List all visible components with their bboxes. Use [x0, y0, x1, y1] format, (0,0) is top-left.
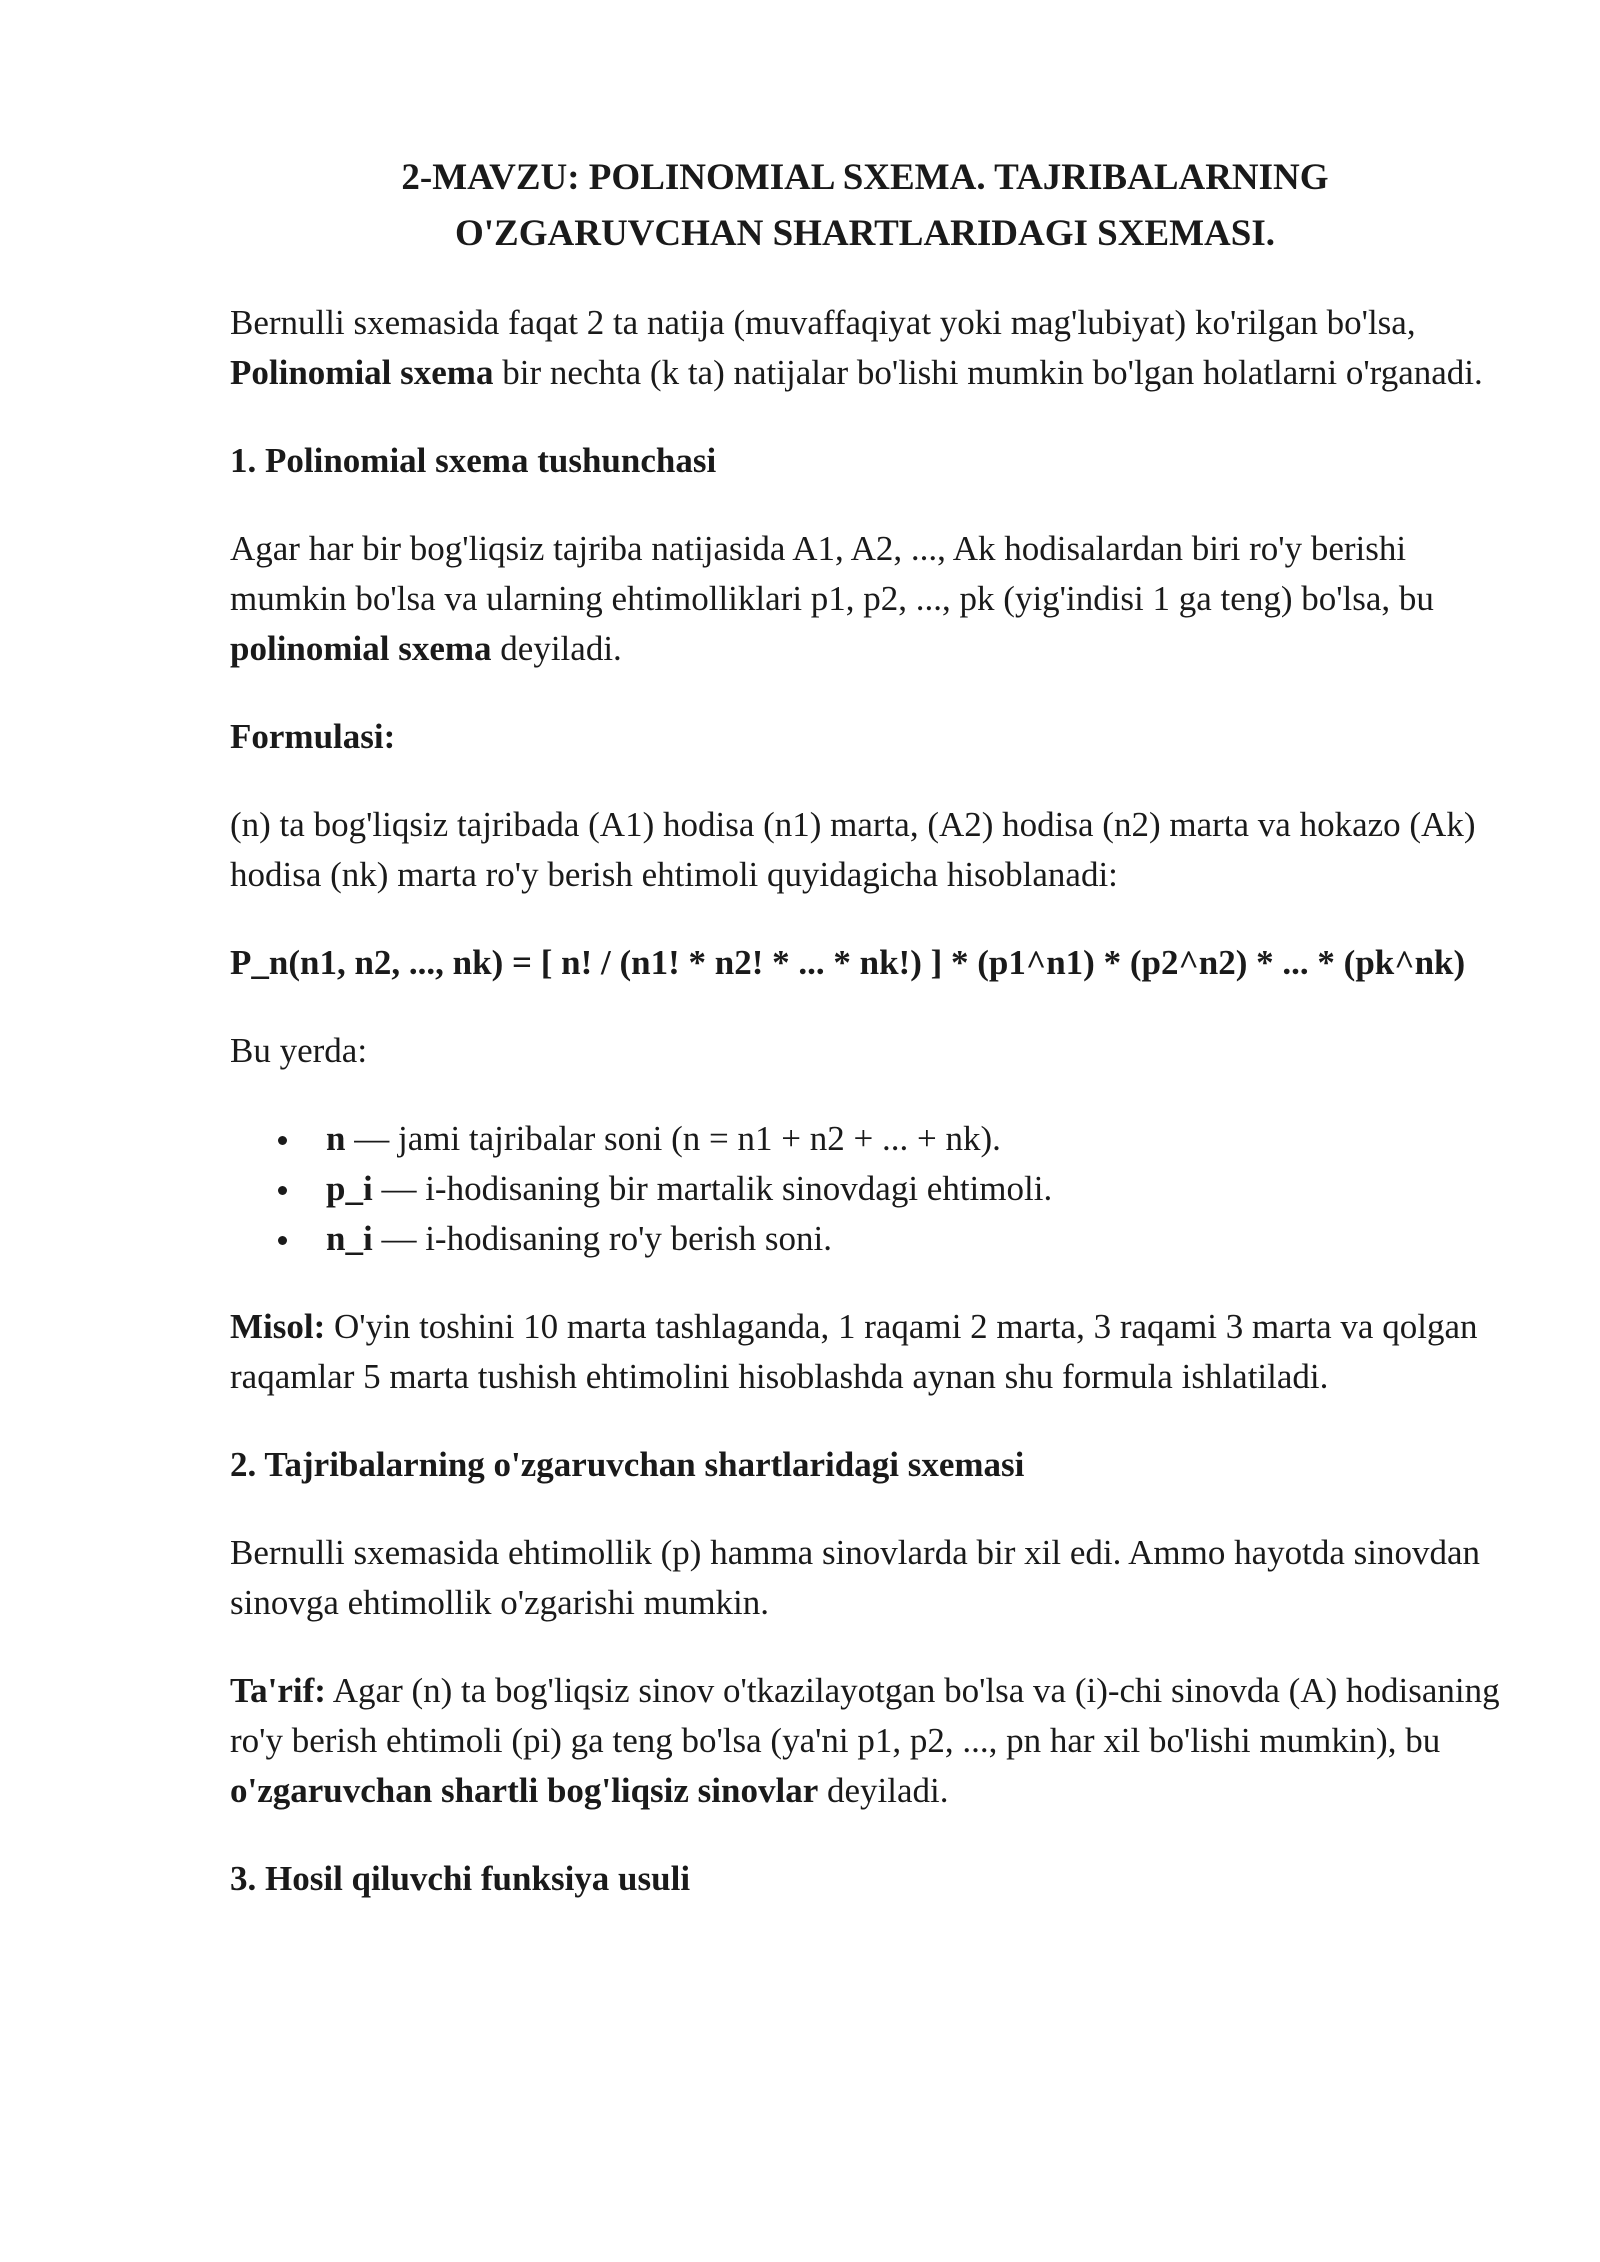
def-desc: — i-hodisaning bir martalik sinovdagi ehtimoli.: [372, 1169, 1053, 1208]
definition-paragraph: [230, 1666, 1500, 1816]
section-1-text-2: deyiladi.: [491, 629, 622, 668]
definition-list: [230, 1114, 1500, 1264]
formula: P_n(n1, n2, ..., nk) = [ n! / (n1! * n2! * ... * nk!) ] * (p1^n1) * (p2^n2) * ... * (pk^nk): [230, 943, 1466, 982]
title-line-2: O'ZGARUVCHAN SHARTLARIDAGI SXEMASI.: [455, 213, 1275, 254]
def-term: p_i: [326, 1169, 373, 1208]
section-2-heading: 2. Tajribalarning o'zgaruvchan shartlaridagi sxemasi: [230, 1445, 1025, 1484]
intro-paragraph: [230, 298, 1500, 398]
section-1-paragraph: [230, 524, 1500, 674]
intro-text-1: Bernulli sxemasida faqat 2 ta natija (muvaffaqiyat yoki mag'lubiyat) ko'rilgan bo'lsa,: [230, 303, 1416, 342]
definition-text-1: Agar (n) ta bog'liqsiz sinov o'tkazilayotgan bo'lsa va (i)-chi sinovda (A) hodisaning ro'y berish ehtimoli (pi) ga teng bo'lsa (ya'ni p1, p2, ..., pn har xil bo'lishi mumkin), bu: [230, 1671, 1500, 1760]
section-1-text-1: Agar har bir bog'liqsiz tajriba natijasida A1, A2, ..., Ak hodisalardan biri ro'y berishi mumkin bo'lsa va ularning ehtimolliklari p1, p2, ..., pk (yig'indisi 1 ga teng) bo'lsa, bu: [230, 529, 1434, 618]
list-item: [326, 1114, 1500, 1164]
section-2-paragraph: Bernulli sxemasida ehtimollik (p) hamma sinovlarda bir xil edi. Ammo hayotda sinovdan sinovga ehtimollik o'zgarishi mumkin.: [230, 1533, 1481, 1622]
definition-bold-term: o'zgaruvchan shartli bog'liqsiz sinovlar: [230, 1771, 819, 1810]
def-desc: — i-hodisaning ro'y berish soni.: [372, 1219, 833, 1258]
example-text: O'yin toshini 10 marta tashlaganda, 1 raqami 2 marta, 3 raqami 3 marta va qolgan raqamlar 5 marta tushish ehtimolini hisoblashda aynan shu formula ishlatiladi.: [230, 1307, 1478, 1396]
title-line-1: 2-MAVZU: POLINOMIAL SXEMA. TAJRIBALARNING: [401, 157, 1329, 198]
document-page: [230, 150, 1500, 1942]
def-term: n_i: [326, 1219, 373, 1258]
section-3-heading: 3. Hosil qiluvchi funksiya usuli: [230, 1859, 691, 1898]
definition-label: Ta'rif:: [230, 1671, 326, 1710]
def-term: n: [326, 1119, 346, 1158]
document-title: [230, 150, 1500, 262]
where-label: Bu yerda:: [230, 1031, 368, 1070]
intro-bold-term: Polinomial sxema: [230, 353, 494, 392]
section-1-bold-term: polinomial sxema: [230, 629, 492, 668]
formula-label: [230, 712, 1500, 762]
intro-text-2: bir nechta (k ta) natijalar bo'lishi mumkin bo'lgan holatlarni o'rganadi.: [493, 353, 1483, 392]
section-1-heading: 1. Polinomial sxema tushunchasi: [230, 441, 717, 480]
formula-intro: (n) ta bog'liqsiz tajribada (A1) hodisa (n1) marta, (A2) hodisa (n2) marta va hokazo (Ak) hodisa (nk) marta ro'y berish ehtimoli quyidagicha hisoblanadi:: [230, 805, 1476, 894]
example-paragraph: [230, 1302, 1500, 1402]
formula-label-text: Formulasi:: [230, 717, 396, 756]
list-item: [326, 1214, 1500, 1264]
def-desc: — jami tajribalar soni (n = n1 + n2 + ... + nk).: [345, 1119, 1001, 1158]
list-item: [326, 1164, 1500, 1214]
definition-text-2: deyiladi.: [818, 1771, 949, 1810]
example-label: Misol:: [230, 1307, 326, 1346]
